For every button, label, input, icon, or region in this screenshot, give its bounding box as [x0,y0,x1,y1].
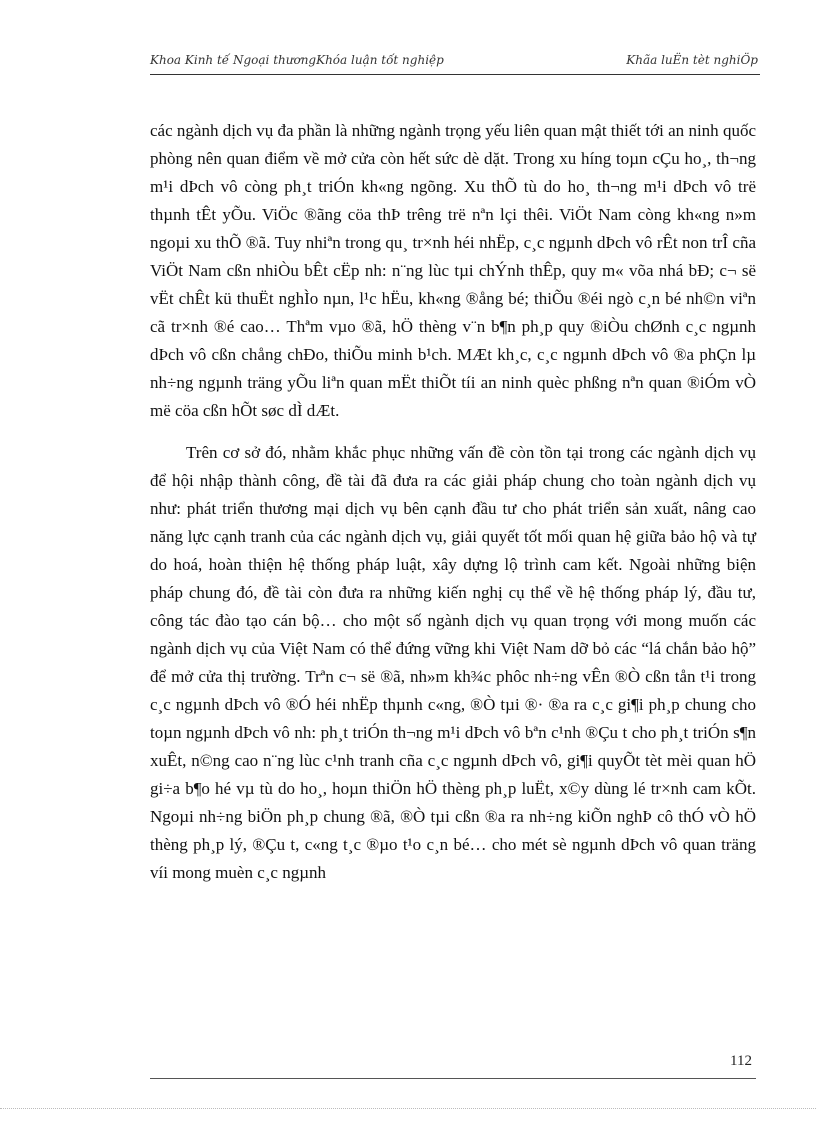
header-right-text: Khãa luËn tèt nghiÖp [626,53,758,67]
page-header [150,50,760,75]
page-number: 112 [730,1053,752,1069]
header-left-text: Khoa Kinh tế Ngoại thươngKhóa luận tốt nghiệp [150,53,444,67]
body-text [150,117,756,887]
paragraph-2: Trên cơ sở đó, nhằm khắc phục những vấn đề còn tồn tại trong các ngành dịch vụ để hội nhập thành công, đề tài đã đưa ra các giải pháp chung cho toàn ngành dịch vụ như: phát triển thương mại dịch vụ bên cạnh đầu tư cho phát triển sản xuất, nâng cao năng lực cạnh tranh của các ngành dịch vụ, giải quyết tốt mối quan hệ giữa bảo hộ và tự do hoá, hoàn thiện hệ thống pháp luật, xây dựng lộ trình cam kết. Ngoài những biện pháp chung đó, đề tài còn đưa ra những kiến nghị cụ thể về hệ thống pháp lý, đầu tư, công tác đào tạo cán bộ… cho một số ngành dịch vụ quan trọng với mong muốn các ngành dịch vụ của Việt Nam có thể đứng vững khi Việt Nam dỡ bỏ các “lá chắn bảo hộ” để mở cửa thị trường. Trªn c¬ së ®ã, nh»m kh¾c phôc nh÷ng vÊn ®Ò cßn tån t¹i trong c¸c ngµnh dÞch vô ®Ó héi nhËp thµnh c«ng, ®Ò tµi ®· ®a ra c¸c gi¶i ph¸p chung cho toµn ngµnh dÞch vô nh: ph¸t triÓn th¬ng m¹i dÞch vô bªn c¹nh ®Çu t cho ph¸t triÓn s¶n xuÊt, n©ng cao n¨ng lùc c¹nh tranh cña c¸c ngµnh dÞch vô, gi¶i quyÕt tèt mèi quan hÖ gi÷a b¶o hé vµ tù do ho¸, hoµn thiÖn hÖ thèng ph¸p luËt, x©y dùng lé tr×nh cam kÕt. Ngoµi nh÷ng biÖn ph¸p chung ®ã, ®Ò tµi cßn ®a ra nh÷ng kiÕn nghÞ cô thÓ vÒ hÖ thèng ph¸p lý, ®Çu t, c«ng t¸c ®µo t¹o c¸n bé… cho mét sè ngµnh dÞch vô quan träng víi mong muèn c¸c ngµnh [150,443,756,882]
paragraph-1: các ngành dịch vụ đa phần là những ngành trọng yếu liên quan mật thiết tới an ninh quốc phòng nên quan điểm về mở cửa còn hết sức dè dặt. Trong xu híng toµn cÇu ho¸, th¬ng m¹i dÞch vô còng ph¸t triÓn kh«ng ngõng. Xu thÕ tù do ho¸ th¬ng m¹i dÞch vô trë thµnh tÊt yÕu. ViÖc ®ãng cöa thÞ trêng trë nªn lçi thêi. ViÖt Nam còng kh«ng n»m ngoµi xu thÕ ®ã. Tuy nhiªn trong qu¸ tr×nh héi nhËp, c¸c ngµnh dÞch vô rÊt non trÎ cña ViÖt Nam cßn nhiÒu bÊt cËp nh: n¨ng lùc tµi chÝnh thÊp, quy m« võa nhá bÐ; c¬ së vËt chÊt kü thuËt nghÌo nµn, l¹c hËu, kh«ng ®ång bé; thiÕu ®éi ngò c¸n bé nh©n viªn cã tr×nh ®é cao… Thªm vµo ®ã, hÖ thèng v¨n b¶n ph¸p quy ®iÒu chØnh c¸c ngµnh dÞch vô cßn chång chÐo, thiÕu minh b¹ch. MÆt kh¸c, c¸c ngµnh dÞch vô ®a phÇn lµ nh÷ng ngµnh träng yÕu liªn quan mËt thiÕt tíi an ninh quèc phßng nªn quan ®iÓm vÒ më cöa cßn hÕt søc dÌ dÆt. [150,121,756,420]
page-footer [150,1053,756,1101]
footer-dotted-rule [0,1108,816,1113]
